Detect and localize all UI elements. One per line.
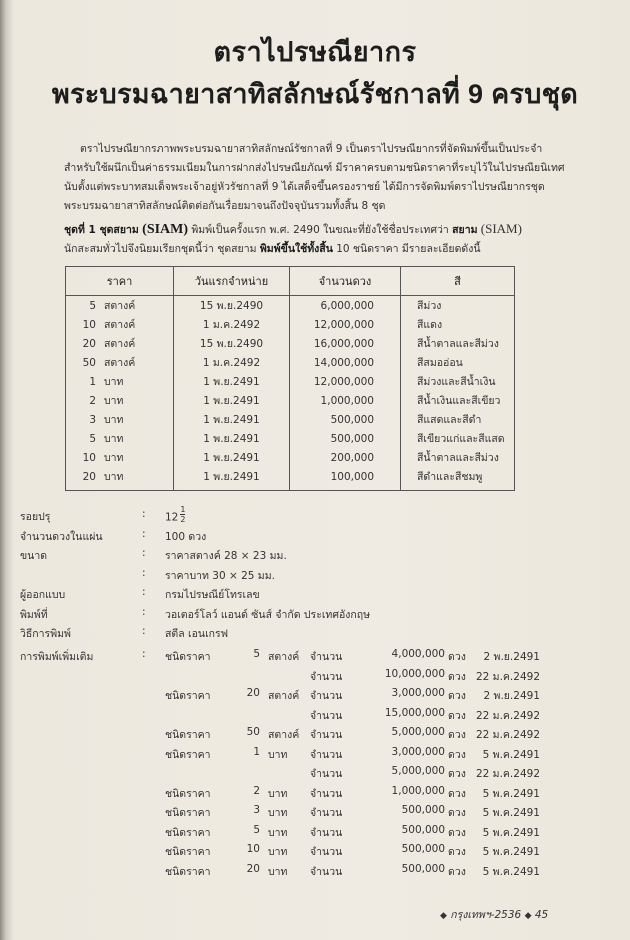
table-header-row: [66, 267, 515, 296]
cell-price: [66, 410, 174, 429]
frac-num: 1: [180, 505, 186, 514]
table-row: [66, 315, 515, 334]
reprint-date: 5 พ.ค.2491: [482, 846, 540, 858]
spec-value: ราคาสตางค์ 28 × 23 มม.: [165, 550, 287, 562]
colon: :: [142, 648, 146, 660]
reprint-amount-label: จำนวน: [310, 846, 343, 858]
price-unit: บาท: [104, 433, 124, 445]
price-value: 10: [82, 319, 96, 331]
table-row: [66, 448, 515, 467]
reprint-amount-label: จำนวน: [310, 826, 343, 839]
reprint-qty: 5,000,000: [391, 765, 445, 777]
spec-value: 100 ดวง: [165, 530, 207, 543]
reprint-amount-label: จำนวน: [310, 690, 343, 702]
page-footer: [440, 906, 548, 923]
price-value: 3: [89, 414, 96, 426]
col-header-color: สี: [401, 267, 515, 296]
price-unit: สตางค์: [104, 319, 136, 331]
stamp-table: [65, 266, 515, 491]
colon: :: [142, 586, 146, 598]
reprint-row: [20, 824, 620, 844]
reprint-qty: 10,000,000: [384, 667, 445, 680]
set1-line1: [64, 219, 624, 240]
cell-color: สีแสดและสีดำ: [401, 410, 515, 429]
reprint-kind: ชนิดราคา: [165, 846, 211, 858]
cell-price: [66, 391, 174, 410]
cell-qty: 12,000,000: [290, 372, 401, 391]
reprint-amount-label: จำนวน: [310, 768, 343, 780]
page-number: 45: [534, 909, 549, 921]
set1-heading: ชุดที่ 1 ชุดสยาม: [64, 224, 139, 236]
reprint-value: 50: [246, 726, 260, 738]
reprint-date: 2 พ.ย.2491: [483, 651, 540, 663]
reprint-kind: ชนิดราคา: [165, 748, 211, 761]
spec-label: ขนาด: [20, 550, 48, 562]
table-row: [66, 391, 515, 410]
table-row: [66, 296, 515, 316]
reprint-kind: ชนิดราคา: [165, 690, 211, 702]
cell-qty: 500,000: [290, 429, 401, 448]
reprint-qty-unit: ดวง: [448, 670, 466, 683]
colon: :: [142, 547, 146, 559]
reprint-value: 20: [246, 862, 260, 875]
page-subtitle: พระบรมฉายาสาทิสลักษณ์รัชกาลที่ 9 ครบชุด: [51, 79, 579, 109]
reprint-value: 3: [253, 804, 260, 816]
fraction: [180, 505, 185, 524]
colon: :: [142, 508, 146, 520]
reprint-list: [20, 648, 620, 882]
reprint-value: 5: [253, 823, 260, 836]
cell-date: 1 ม.ค.2492: [174, 353, 290, 372]
intro-line: นับตั้งแต่พระบาทสมเด็จพระเจ้าอยู่หัวรัชกาลที่ 9 ได้เสด็จขึ้นครองราชย์ ได้มีการจัดพิมพ์ตราไปรษณียากรชุด: [64, 181, 545, 193]
intro-paragraph: [64, 140, 624, 216]
spec-value: วอเตอร์โลว์ แอนด์ ซันส์ จำกัด ประเทศอังกฤษ: [165, 608, 371, 621]
reprint-row: [20, 746, 620, 766]
publication-name: กรุงเทพฯ-2536: [450, 909, 522, 921]
reprint-kind: ชนิดราคา: [165, 787, 211, 800]
table-row: [66, 334, 515, 353]
cell-date: 1 พ.ย.2491: [174, 410, 290, 429]
reprint-qty-unit: ดวง: [448, 690, 466, 702]
reprint-row: [20, 648, 620, 668]
reprint-label: การพิมพ์เพิ่มเติม: [20, 651, 94, 663]
reprint-qty: 3,000,000: [391, 687, 445, 699]
price-unit: บาท: [104, 414, 124, 426]
reprint-qty: 15,000,000: [384, 706, 445, 719]
spec-label: จำนวนดวงในแผ่น: [20, 530, 103, 543]
reprint-unit: บาท: [268, 748, 288, 761]
reprint-amount-label: จำนวน: [310, 748, 343, 761]
colon: :: [142, 605, 146, 618]
spec-value: กรมไปรษณีย์โทรเลข: [165, 589, 260, 601]
reprint-qty-unit: ดวง: [448, 787, 466, 800]
table-row: [66, 467, 515, 491]
cell-qty: 12,000,000: [290, 315, 401, 334]
reprint-qty-unit: ดวง: [448, 729, 466, 741]
price-unit: สตางค์: [104, 300, 136, 312]
reprint-row: [20, 804, 620, 824]
cell-color: สีเขียวแก่และสีแสด: [401, 429, 515, 448]
intro-line: สำหรับใช้ผนึกเป็นค่าธรรมเนียมในการฝากส่งไปรษณียภัณฑ์ มีราคาครบตามชนิดราคาที่ระบุไว้ในไปรษณียนิเทศ: [64, 162, 565, 174]
reprint-kind: ชนิดราคา: [165, 865, 211, 878]
cell-price: [66, 372, 174, 391]
reprint-value: 1: [253, 745, 260, 758]
reprint-qty-unit: ดวง: [448, 748, 466, 761]
reprint-value: 10: [246, 843, 260, 855]
reprint-unit: บาท: [268, 807, 288, 819]
reprint-amount-label: จำนวน: [310, 787, 343, 800]
reprint-amount-label: จำนวน: [310, 807, 343, 819]
perf-whole: 12: [165, 511, 179, 524]
cell-color: สีน้ำเงินและสีเขียว: [401, 391, 515, 410]
price-unit: บาท: [104, 395, 124, 407]
set1-description: [64, 219, 624, 259]
reprint-qty-unit: ดวง: [448, 807, 466, 819]
table-row: [66, 372, 515, 391]
cell-color: สีม่วงและสีน้ำเงิน: [401, 372, 515, 391]
reprint-qty: 3,000,000: [391, 745, 445, 758]
cell-date: 1 พ.ย.2491: [174, 429, 290, 448]
intro-line: ตราไปรษณียากรภาพพระบรมฉายาสาทิสลักษณ์รัชกาลที่ 9 เป็นตราไปรษณียากรที่จัดพิมพ์ขึ้นเป็นประจำ: [80, 143, 543, 155]
cell-qty: 14,000,000: [290, 353, 401, 372]
reprint-date: 22 ม.ค.2492: [475, 729, 540, 741]
reprint-row: [20, 668, 620, 688]
reprint-qty: 500,000: [401, 804, 445, 816]
colon: :: [142, 527, 146, 540]
spec-value: สตีล เอนเกรฟ: [165, 628, 229, 640]
cell-date: 15 พ.ย.2490: [174, 296, 290, 316]
cell-date: 1 ม.ค.2492: [174, 315, 290, 334]
reprint-date: 22 ม.ค.2492: [475, 709, 540, 722]
cell-qty: 16,000,000: [290, 334, 401, 353]
cell-qty: 6,000,000: [290, 296, 401, 316]
set1-text: 10 ชนิดราคา มีรายละเอียดดังนี้: [332, 243, 481, 255]
diamond-icon: ◆: [524, 911, 532, 921]
reprint-amount-label: จำนวน: [310, 865, 343, 878]
price-value: 20: [82, 338, 96, 350]
reprint-date: 5 พ.ค.2491: [482, 807, 540, 819]
cell-price: [66, 429, 174, 448]
price-value: 20: [82, 471, 96, 483]
price-value: 10: [82, 452, 96, 464]
cell-color: สีดำและสีชมพู: [401, 467, 515, 491]
reprint-row: [20, 765, 620, 785]
set1-text: พิมพ์เป็นครั้งแรก พ.ศ. 2490 ในขณะที่ยังใช้ชื่อประเทศว่า: [188, 224, 453, 236]
frac-den: 2: [180, 515, 186, 524]
reprint-row: [20, 863, 620, 883]
cell-price: [66, 315, 174, 334]
spec-label: วิธีการพิมพ์: [20, 628, 71, 640]
price-value: 2: [89, 395, 96, 407]
reprint-qty: 1,000,000: [391, 784, 445, 797]
set1-siam-bold: สยาม: [452, 224, 478, 236]
price-value: 5: [89, 300, 96, 312]
reprint-kind: ชนิดราคา: [165, 807, 211, 819]
price-unit: บาท: [104, 452, 124, 464]
reprint-date: 5 พ.ค.2491: [482, 787, 540, 800]
cell-price: [66, 296, 174, 316]
cell-qty: 500,000: [290, 410, 401, 429]
reprint-unit: บาท: [268, 865, 288, 878]
reprint-row: [20, 785, 620, 805]
reprint-qty-unit: ดวง: [448, 651, 466, 663]
spec-value: [165, 505, 186, 527]
cell-color: สีน้ำตาลและสีม่วง: [401, 448, 515, 467]
table-row: [66, 410, 515, 429]
cell-price: [66, 334, 174, 353]
page-title: ตราไปรษณียากร: [213, 37, 417, 67]
table-row: [66, 353, 515, 372]
spec-label: พิมพ์ที่: [20, 608, 48, 621]
colon: :: [142, 625, 146, 637]
reprint-kind: ชนิดราคา: [165, 729, 211, 741]
reprint-qty: 500,000: [401, 823, 445, 836]
reprint-row: [20, 726, 620, 746]
table-row: [66, 429, 515, 448]
set1-siam-latin: (SIAM): [477, 221, 522, 236]
reprint-row: [20, 687, 620, 707]
cell-price: [66, 467, 174, 491]
cell-price: [66, 353, 174, 372]
cell-date: 1 พ.ย.2491: [174, 372, 290, 391]
reprint-unit: บาท: [268, 846, 288, 858]
reprint-value: 2: [253, 784, 260, 797]
cell-color: สีน้ำตาลและสีม่วง: [401, 334, 515, 353]
reprint-row: [20, 707, 620, 727]
col-header-price: ราคา: [66, 267, 174, 296]
reprint-qty: 5,000,000: [391, 726, 445, 738]
reprint-value: 20: [246, 687, 260, 699]
cell-date: 1 พ.ย.2491: [174, 448, 290, 467]
set1-line2: [64, 240, 624, 259]
reprint-qty: 500,000: [401, 843, 445, 855]
col-header-date: วันแรกจำหน่าย: [174, 267, 290, 296]
reprint-date: 5 พ.ค.2491: [482, 865, 540, 878]
cell-qty: 1,000,000: [290, 391, 401, 410]
reprint-unit: บาท: [268, 787, 288, 800]
price-value: 50: [82, 357, 96, 369]
reprint-amount-label: จำนวน: [310, 709, 343, 722]
reprint-value: 5: [253, 648, 260, 660]
reprint-date: 22 ม.ค.2492: [475, 670, 540, 683]
spec-label: รอยปรุ: [20, 511, 51, 523]
cell-price: [66, 448, 174, 467]
reprint-qty: 4,000,000: [391, 648, 445, 660]
price-unit: สตางค์: [104, 357, 136, 369]
col-header-qty: จำนวนดวง: [290, 267, 401, 296]
cell-color: สีม่วง: [401, 296, 515, 316]
reprint-kind: ชนิดราคา: [165, 826, 211, 839]
reprint-date: 5 พ.ค.2491: [482, 826, 540, 839]
reprint-unit: สตางค์: [268, 651, 300, 663]
cell-date: 15 พ.ย.2490: [174, 334, 290, 353]
cell-date: 1 พ.ย.2491: [174, 391, 290, 410]
price-unit: สตางค์: [104, 338, 136, 350]
set1-text: นักสะสมทั่วไปจึงนิยมเรียกชุดนี้ว่า ชุดสยาม: [64, 243, 260, 255]
reprint-date: 22 ม.ค.2492: [475, 768, 540, 780]
reprint-qty: 500,000: [401, 862, 445, 875]
reprint-unit: สตางค์: [268, 729, 300, 741]
set1-heading-latin: (SIAM): [142, 222, 189, 237]
cell-date: 1 พ.ย.2491: [174, 467, 290, 491]
reprint-amount-label: จำนวน: [310, 670, 343, 683]
reprint-unit: สตางค์: [268, 690, 300, 702]
price-unit: บาท: [104, 471, 124, 483]
reprint-qty-unit: ดวง: [448, 826, 466, 839]
price-value: 1: [89, 376, 96, 388]
reprint-date: 2 พ.ย.2491: [483, 690, 540, 702]
reprint-amount-label: จำนวน: [310, 651, 343, 663]
intro-line: พระบรมฉายาสาทิสลักษณ์ติดต่อกันเรื่อยมาจนถึงปัจจุบันรวมทั้งสิ้น 8 ชุด: [64, 200, 386, 212]
cell-color: สีสมออ่อน: [401, 353, 515, 372]
reprint-qty-unit: ดวง: [448, 768, 466, 780]
reprint-amount-label: จำนวน: [310, 729, 343, 741]
reprint-qty-unit: ดวง: [448, 709, 466, 722]
reprint-qty-unit: ดวง: [448, 846, 466, 858]
price-value: 5: [89, 433, 96, 445]
diamond-icon: ◆: [440, 911, 447, 921]
cell-qty: 200,000: [290, 448, 401, 467]
reprint-kind: ชนิดราคา: [165, 651, 211, 663]
colon: :: [142, 566, 146, 579]
spec-value: ราคาบาท 30 × 25 มม.: [165, 569, 275, 582]
reprint-date: 5 พ.ค.2491: [482, 748, 540, 761]
reprint-qty-unit: ดวง: [448, 865, 466, 878]
spec-label: ผู้ออกแบบ: [20, 589, 66, 601]
price-unit: บาท: [104, 376, 124, 388]
reprint-unit: บาท: [268, 826, 288, 839]
cell-qty: 100,000: [290, 467, 401, 491]
cell-color: สีแดง: [401, 315, 515, 334]
set1-printed-bold: พิมพ์ขึ้นใช้ทั้งสิ้น: [259, 243, 333, 255]
reprint-row: [20, 843, 620, 863]
